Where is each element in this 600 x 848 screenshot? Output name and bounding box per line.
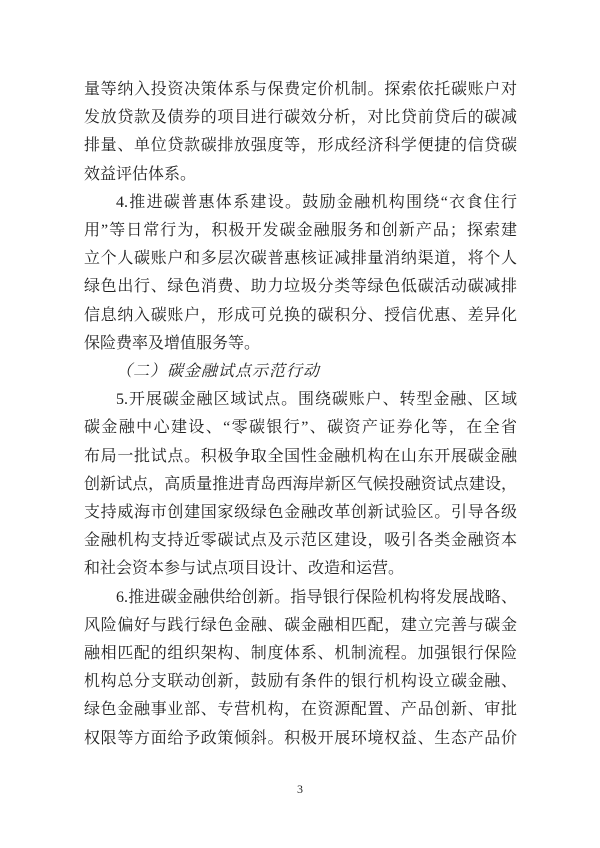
text-line: 机构总分支联动创新，鼓励有条件的银行机构设立碳金融、 bbox=[84, 673, 517, 691]
text-line: 融相匹配的组织架构、制度体系、机制流程。加强银行保险 bbox=[84, 645, 517, 663]
text-line: 效益评估体系。 bbox=[84, 165, 197, 183]
text-line: 立个人碳账户和多层次碳普惠核证减排量消纳渠道，将个人 bbox=[84, 250, 517, 268]
page-footer bbox=[0, 782, 600, 797]
text-line: 风险偏好与践行绿色金融、碳金融相匹配，建立完善与碳金 bbox=[84, 616, 517, 634]
text-line: 碳金融中心建设、“零碳银行”、碳资产证券化等，在全省 bbox=[84, 419, 517, 437]
text-line: 量等纳入投资决策体系与保费定价机制。探索依托碳账户对 bbox=[84, 81, 517, 98]
text-line: 保险费率及增值服务等。 bbox=[84, 334, 261, 352]
text-line: 绿色金融事业部、专营机构，在资源配置、产品创新、审批 bbox=[84, 701, 517, 719]
text-line: 6.推进碳金融供给创新。指导银行保险机构将发展战略、 bbox=[116, 588, 517, 606]
text-line: 信息纳入碳账户，形成可兑换的碳积分、授信优惠、差异化 bbox=[84, 306, 517, 324]
text-line: 绿色出行、绿色消费、助力垃圾分类等绿色低碳活动碳减排 bbox=[84, 278, 517, 296]
text-line: 权限等方面给予政策倾斜。积极开展环境权益、生态产品价 bbox=[84, 729, 517, 747]
text-line: 创新试点，高质量推进青岛西海岸新区气候投融资试点建设， bbox=[84, 475, 517, 493]
text-line: 金融机构支持近零碳试点及示范区建设，吸引各类金融资本 bbox=[84, 532, 517, 550]
text-line: 布局一批试点。积极争取全国性金融机构在山东开展碳金融 bbox=[84, 447, 517, 465]
document-body bbox=[84, 76, 517, 753]
text-line: 排量、单位贷款碳排放强度等，形成经济科学便捷的信贷碳 bbox=[84, 137, 517, 155]
text-line: 4.推进碳普惠体系建设。鼓励金融机构围绕“衣食住行 bbox=[116, 193, 517, 211]
page-number: 3 bbox=[297, 782, 303, 796]
text-line: 和社会资本参与试点项目设计、改造和运营。 bbox=[84, 560, 405, 578]
text-line: 用”等日常行为，积极开发碳金融服务和创新产品；探索建 bbox=[84, 222, 517, 240]
text-line: 发放贷款及债券的项目进行碳效分析，对比贷前贷后的碳减 bbox=[84, 109, 517, 127]
section-heading: （二）碳金融试点示范行动 bbox=[116, 363, 321, 381]
text-line: 5.开展碳金融区域试点。围绕碳账户、转型金融、区域 bbox=[116, 391, 517, 409]
text-line: 支持威海市创建国家级绿色金融改革创新试验区。引导各级 bbox=[84, 504, 517, 522]
